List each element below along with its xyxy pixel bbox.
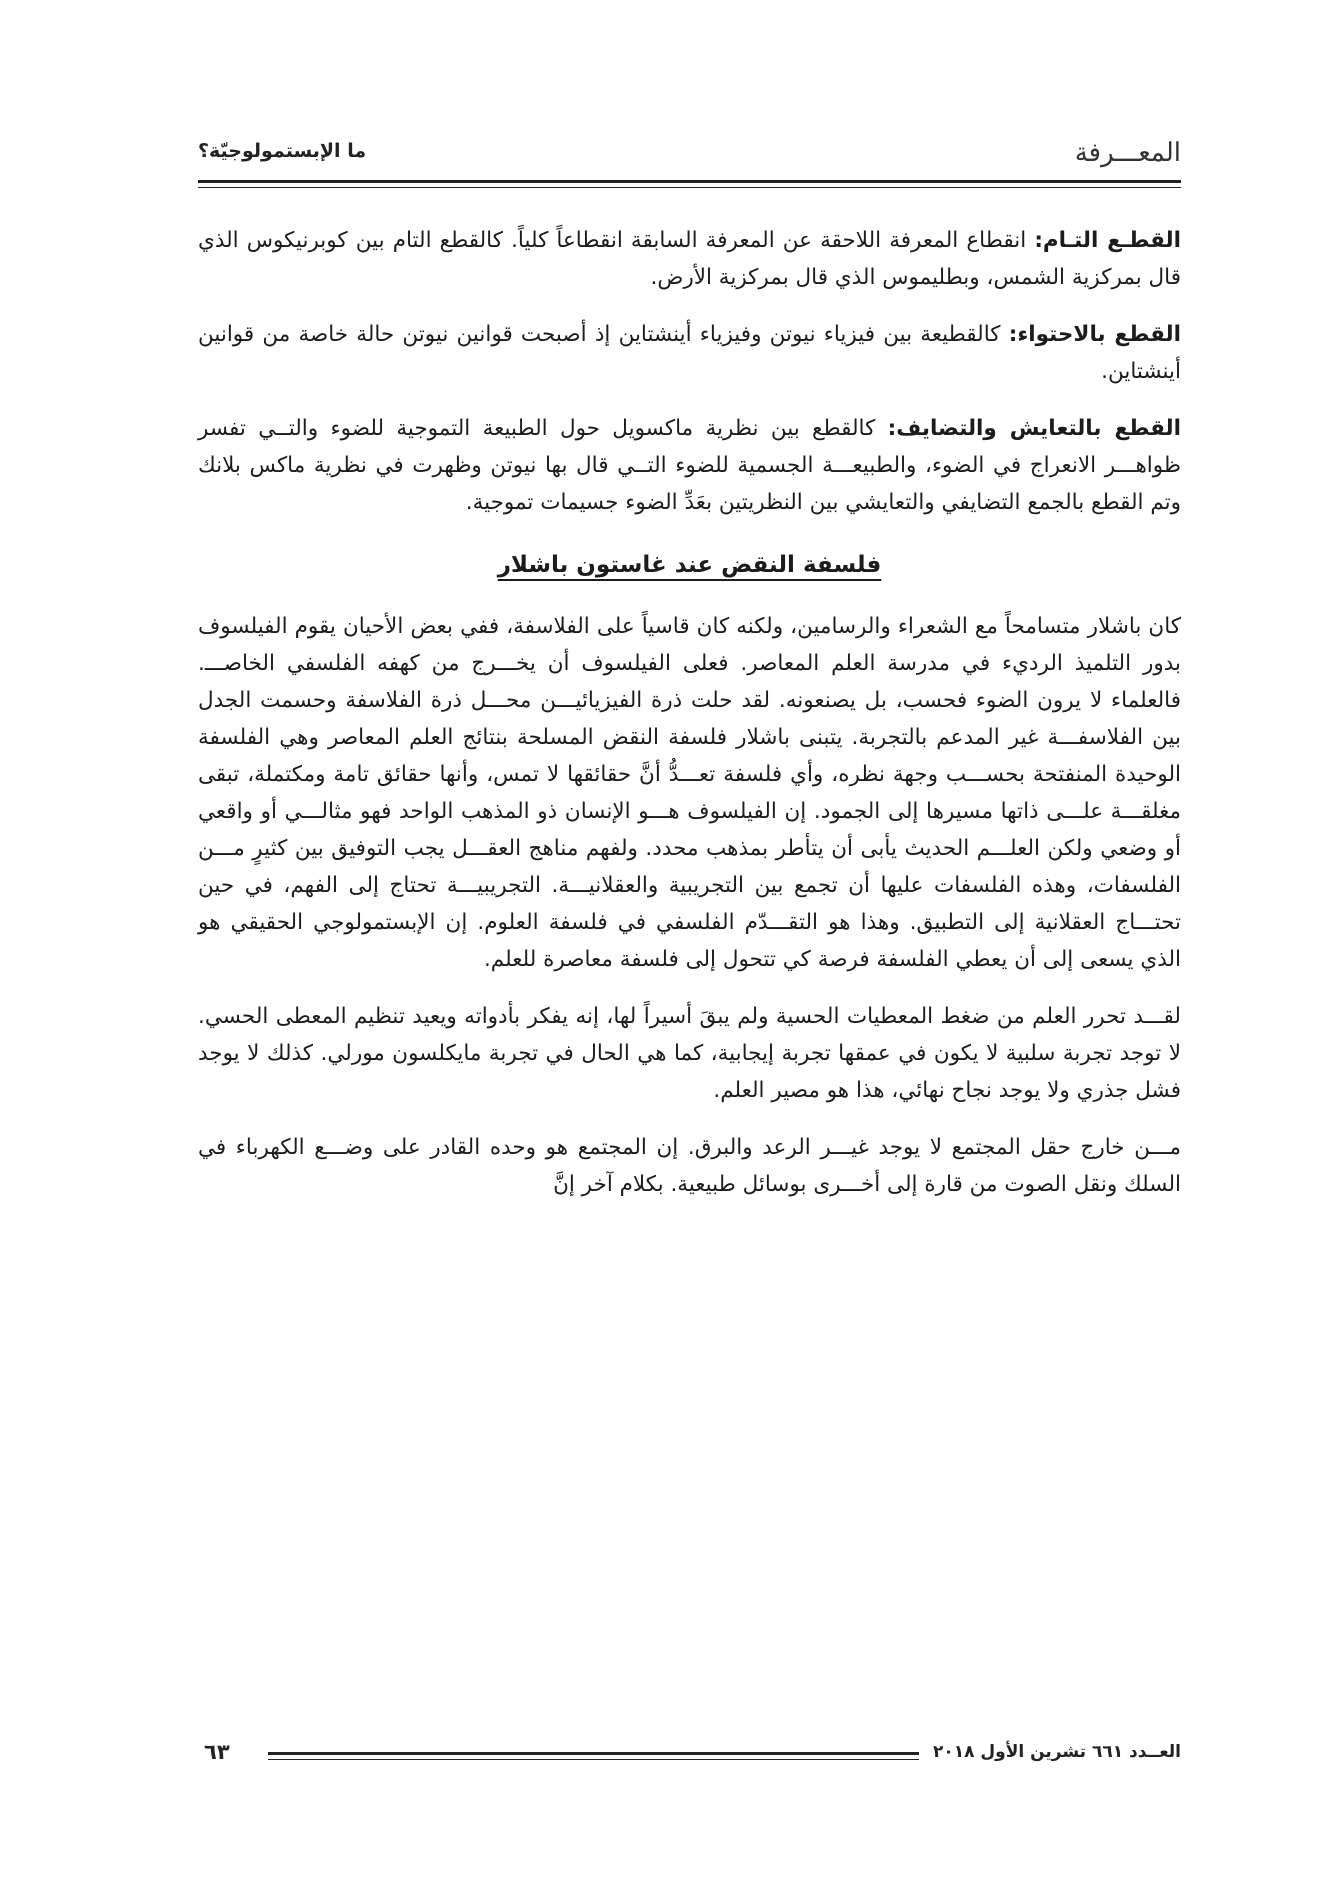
paragraph-coexistence-break	[198, 410, 1181, 521]
term-coexistence-break: القطع بالتعايش والتضايف:	[887, 416, 1181, 441]
term-total-break: القطـع التـام:	[1034, 228, 1181, 253]
page-footer	[198, 1742, 1181, 1772]
paragraph-text: انقطاع المعرفة اللاحقة عن المعرفة السابقة انقطاعاً كلياً. كالقطع التام بين كوبرنيكوس الذي قال بمركزية الشمس، وبطليموس الذي قال بمركزية الأرض.	[198, 228, 1181, 290]
footer-rule-thin	[268, 1759, 919, 1760]
magazine-logo: المعـــرفة	[1074, 138, 1181, 168]
paragraph-bachelard: كان باشلار متسامحاً مع الشعراء والرسامين، ولكنه كان قاسياً على الفلاسفة، ففي بعض الأحيان يقوم الفيلسوف بدور التلميذ الرديء في مدرسة العلم المعاصر. فعلى الفيلسوف أن يخـــرج من كهفه الفلسفي الخاصـــ. فالعلماء لا يرون الضوء فحسب، بل يصنعونه. لقد حلت ذرة الفيزيائيـــن محـــل ذرة الفلاسفة وحسمت الجدل بين الفلاسفـــة غير المدعم بالتجربة. يتبنى باشلار فلسفة النقض المسلحة بنتائج العلم المعاصر وهي الفلسفة الوحيدة المنفتحة بحســـب وجهة نظره، وأي فلسفة تعـــدُّ أنَّ حقائقها لا تمس، وأنها حقائق تامة ومكتملة، تبقى مغلقـــة علـــى ذاتها مسيرها إلى الجمود. إن الفيلسوف هـــو الإنسان ذو المذهب الواحد فهو مثالـــي أو واقعي أو وضعي ولكن العلـــم الحديث يأبى أن يتأطر بمذهب محدد. ولفهم مناهج العقـــل يجب التوفيق بين كثيرٍ مـــن الفلسفات، وهذه الفلسفات عليها أن تجمع بين التجريبية والعقلانيـــة. التجريبيـــة تحتاج إلى الفهم، في حين تحتـــاج العقلانية إلى التطبيق. وهذا هو التقـــدّم الفلسفي في فلسفة العلوم. إن الإبستمولوجي الحقيقي هو الذي يسعى إلى أن يعطي الفلسفة فرصة كي تتحول إلى فلسفة معاصرة للعلم.	[198, 614, 1181, 972]
term-containment-break: القطع بالاحتواء:	[1008, 322, 1181, 347]
article-body	[198, 222, 1181, 1223]
paragraph-containment-break	[198, 316, 1181, 390]
paragraph-text: كالقطع بين نظرية ماكسويل حول الطبيعة التموجية للضوء والتــي تفسر ظواهـــر الانعراج في الضوء، والطبيعـــة الجسمية للضوء التــي قال بها نيوتن وظهرت في نظرية ماكس بلانك وتم القطع بالجمع التضايفي والتعايشي بين النظريتين بعَدِّ الضوء جسيمات تموجية.	[198, 416, 1181, 515]
header-rule-thin	[198, 187, 1181, 188]
paragraph-science-liberation: لقـــد تحرر العلم من ضغط المعطيات الحسية ولم يبقَ أسيراً لها، إنه يفكر بأدواته ويعيد تنظيم المعطى الحسي. لا توجد تجربة سلبية لا يكون في عمقها تجربة إيجابية، كما هي الحال في تجربة مايكلسون مورلي. كذلك لا يوجد فشل جذري ولا يوجد نجاح نهائي، هذا هو مصير العلم.	[198, 1004, 1181, 1103]
page-number: ٦٣	[204, 1740, 230, 1764]
issue-label: العــدد ٦٦١ تشرين الأول ٢٠١٨	[932, 1742, 1181, 1762]
section-heading: فلسفة النقض عند غاستون باشلار	[497, 552, 882, 578]
page-header	[198, 128, 1181, 178]
paragraph-text: كالقطيعة بين فيزياء نيوتن وفيزياء أينشتاين إذ أصبحت قوانين نيوتن حالة خاصة من قوانين أينشتاين.	[198, 322, 1181, 384]
footer-rule	[268, 1752, 919, 1755]
paragraph-total-break	[198, 222, 1181, 296]
header-rule	[198, 180, 1181, 183]
running-title: ما الإبستمولوجيّة؟	[198, 140, 367, 162]
paragraph-society: مـــن خارج حقل المجتمع لا يوجد غيـــر الرعد والبرق. إن المجتمع هو وحده القادر على وضـــع الكهرباء في السلك ونقل الصوت من قارة إلى أخـــرى بوسائل طبيعية. بكلام آخر إنَّ	[198, 1135, 1181, 1197]
